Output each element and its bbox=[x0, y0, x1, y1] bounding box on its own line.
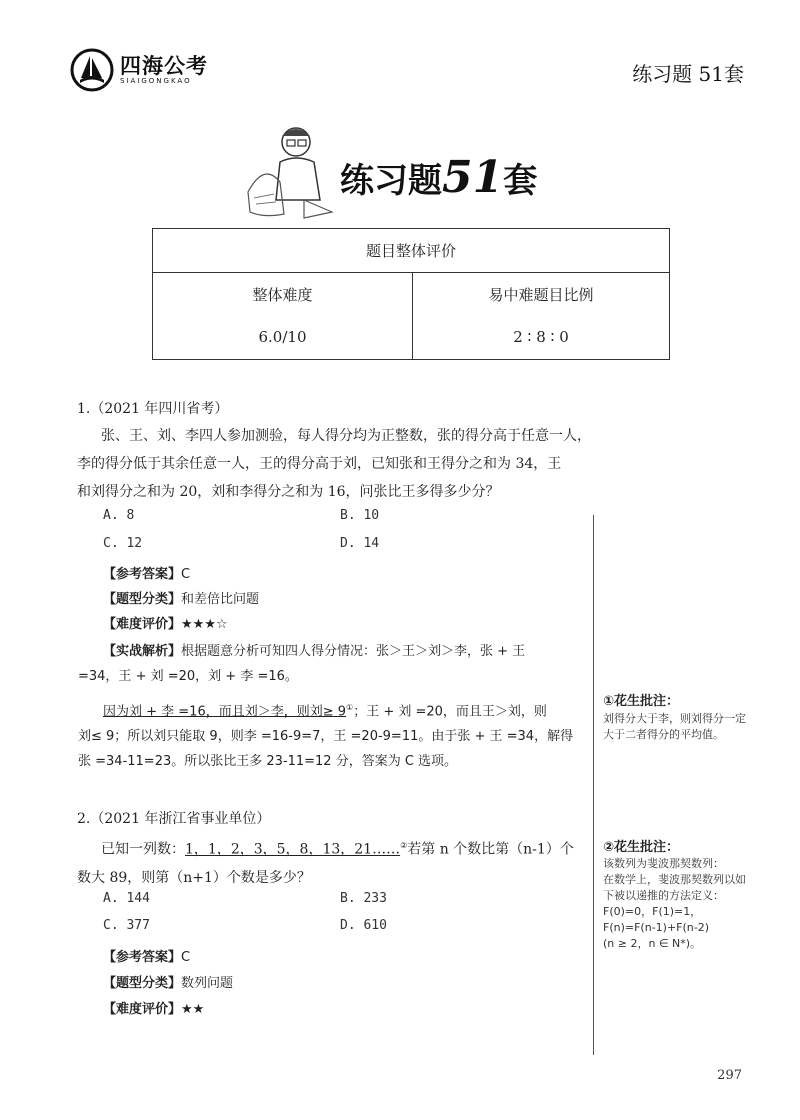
q1-option-b: B. 10 bbox=[340, 508, 380, 523]
q1-analysis-line: =34，王 + 刘 =20，刘 + 李 =16。 bbox=[78, 669, 298, 684]
q1-analysis-underlined: 因为刘 + 李 =16，而且刘＞李，则刘≥ 9 bbox=[103, 704, 347, 720]
q1-stem bbox=[77, 422, 591, 506]
evaluation-caption: 题目整体评价 bbox=[153, 229, 670, 273]
q1-analysis bbox=[78, 639, 593, 774]
q1-stem-line: 和刘得分之和为 20，刘和李得分之和为 16，问张比王多得多少分？ bbox=[77, 484, 500, 500]
note2-line: F(n)=F(n-1)+F(n-2) bbox=[603, 921, 710, 934]
q1-answer bbox=[103, 563, 190, 582]
ratio-label: 易中难题目比例 bbox=[413, 273, 670, 316]
main-title-number: 51 bbox=[442, 152, 504, 203]
note2-text bbox=[603, 856, 753, 952]
q2-answer-value: C bbox=[181, 950, 191, 965]
q2-type bbox=[103, 972, 233, 991]
q2-stem-line: 数大 89，则第（n+1）个数是多少？ bbox=[77, 869, 311, 886]
sailboat-logo-icon bbox=[70, 48, 114, 92]
main-title-suffix: 套 bbox=[503, 161, 538, 201]
q1-option-c: C. 12 bbox=[103, 536, 143, 551]
q2-option-b: B. 233 bbox=[340, 891, 387, 906]
brand-name: 四海公考 bbox=[120, 53, 208, 78]
q2-option-d: D. 610 bbox=[340, 918, 387, 933]
q2-option-c: C. 377 bbox=[103, 918, 150, 933]
q1-answer-label: 【参考答案】 bbox=[103, 567, 182, 582]
q2-option-a: A. 144 bbox=[103, 891, 150, 906]
q2-type-label: 【题型分类】 bbox=[103, 976, 182, 991]
brand-subtitle: SIAIGONGKAO bbox=[120, 76, 192, 85]
q2-difficulty-stars: ★★ bbox=[181, 1002, 205, 1017]
q1-analysis-label: 【实战解析】 bbox=[103, 644, 182, 659]
q2-stem-text: 已知一列数： bbox=[101, 841, 185, 858]
q1-analysis-line bbox=[103, 639, 593, 664]
evaluation-table bbox=[152, 228, 670, 360]
q2-stem bbox=[77, 832, 591, 892]
q2-stem-text: 若第 n 个数比第（n-1）个 bbox=[407, 841, 574, 858]
note2-line: 在数学上，斐波那契数列以如下被以递推的方法定义： bbox=[603, 873, 746, 902]
note2-line: F(0)=0，F(1)=1， bbox=[603, 905, 702, 918]
q2-stem-line bbox=[101, 832, 591, 864]
q1-analysis-line: 张 =34-11=23。所以张比王多 23-11=12 分，答案为 C 选项。 bbox=[78, 754, 458, 770]
header-title: 练习题 51套 bbox=[632, 62, 744, 86]
note2-title: ②花生批注： bbox=[603, 840, 680, 855]
q2-sequence: 1，1，2，3，5，8，13，21…… bbox=[185, 841, 401, 858]
q1-analysis-text: 根据题意分析可知四人得分情况：张＞王＞刘＞李，张 + 王 bbox=[181, 644, 526, 659]
q1-type bbox=[103, 588, 259, 607]
note2-line: (n ≥ 2，n ∈ N*)。 bbox=[603, 937, 702, 950]
q1-option-d: D. 14 bbox=[340, 536, 380, 551]
note1-text: 刘得分大于李，则刘得分一定大于二者得分的平均值。 bbox=[603, 712, 746, 741]
q1-difficulty-label: 【难度评价】 bbox=[103, 617, 182, 632]
q1-stem-line: 李的得分低于其余任意一人，王的得分高于刘，已知张和王得分之和为 34，王 bbox=[77, 456, 562, 472]
main-title bbox=[340, 152, 537, 203]
q1-analysis-line: 刘≤ 9；所以刘只能取 9，则李 =16-9=7，王 =20-9=11。由于张 + 王 =34，解得 bbox=[78, 729, 574, 745]
q1-answer-value: C bbox=[181, 567, 191, 582]
q2-answer bbox=[103, 946, 190, 965]
note2-line: 该数列为斐波那契数列： bbox=[603, 857, 724, 870]
q2-footnote-marker: ② bbox=[400, 841, 408, 850]
brand-logo bbox=[70, 48, 208, 92]
q2-heading: 2.（2021 年浙江省事业单位） bbox=[77, 811, 271, 827]
q2-answer-label: 【参考答案】 bbox=[103, 950, 182, 965]
difficulty-label: 整体难度 bbox=[153, 273, 413, 316]
q1-analysis-text: ；王 + 刘 =20，而且王＞刘，则 bbox=[353, 704, 547, 720]
difficulty-value: 6.0/10 bbox=[153, 315, 413, 360]
page-number: 297 bbox=[717, 1068, 742, 1083]
q1-stem-line: 张、王、刘、李四人参加测验，每人得分均为正整数，张的得分高于任意一人， bbox=[101, 428, 591, 444]
q1-heading: 1.（2021 年四川省考） bbox=[77, 401, 229, 417]
q1-analysis-line bbox=[103, 695, 593, 724]
q1-footnote-marker: ① bbox=[346, 703, 354, 712]
q2-difficulty-label: 【难度评价】 bbox=[103, 1002, 182, 1017]
mascot-illustration-icon bbox=[244, 122, 336, 222]
q1-difficulty bbox=[103, 613, 228, 632]
q2-type-value: 数列问题 bbox=[181, 976, 234, 991]
ratio-value: 2 ∶ 8 ∶ 0 bbox=[413, 315, 670, 360]
q1-type-label: 【题型分类】 bbox=[103, 592, 182, 607]
q1-difficulty-stars: ★★★☆ bbox=[181, 617, 228, 632]
q1-type-value: 和差倍比问题 bbox=[181, 592, 260, 607]
q2-difficulty bbox=[103, 998, 204, 1017]
note1-title: ①花生批注： bbox=[603, 694, 680, 709]
sidebar-divider bbox=[593, 515, 594, 1055]
brand-text bbox=[120, 55, 208, 86]
q1-option-a: A. 8 bbox=[103, 508, 135, 523]
main-title-prefix: 练习题 bbox=[340, 161, 442, 201]
